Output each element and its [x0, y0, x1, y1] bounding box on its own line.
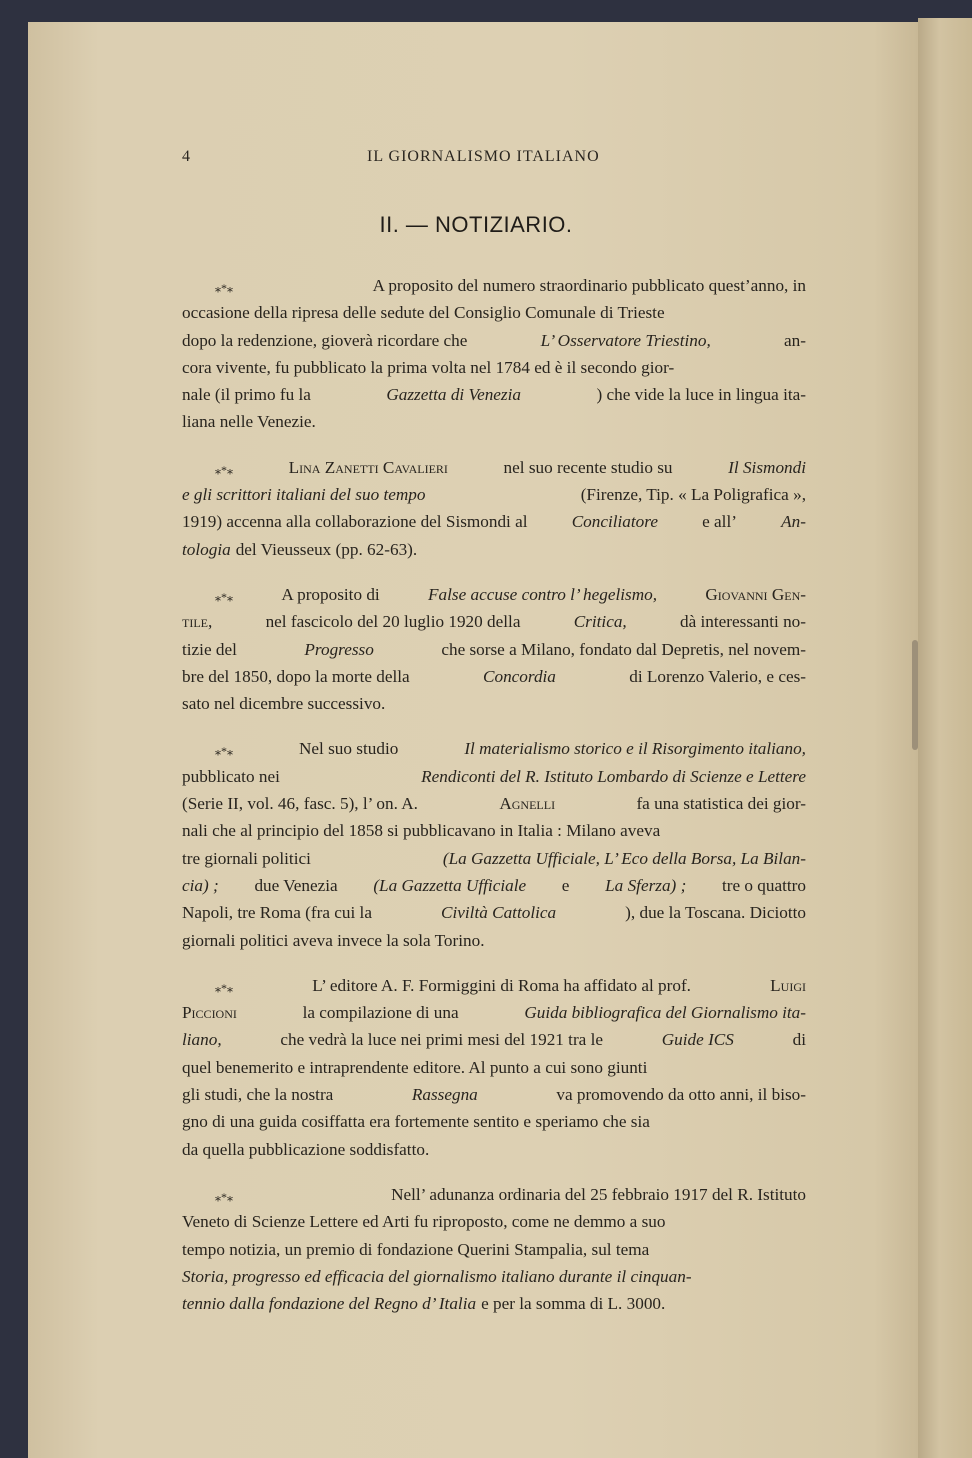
news-paragraph — [182, 454, 806, 563]
text-run: gno di una guida cosiffatta era fortemente sentito e speriamo che sia — [182, 1112, 650, 1132]
author-name: Giovanni Gen- — [705, 584, 806, 604]
text-run: ) che vide la luce in lingua ita- — [596, 385, 806, 405]
text-line — [182, 790, 806, 817]
asterism-mark: ⁎*⁎ — [215, 744, 233, 759]
text-run: gli studi, che la nostra — [182, 1085, 334, 1105]
text-run: che vedrà la luce nei primi mesi del 1921 tra le — [280, 1030, 604, 1050]
italic-title: La Sferza) ; — [605, 875, 687, 895]
text-run: Napoli, tre Roma (fra cui la — [182, 903, 372, 923]
text-run: da quella pubblicazione soddisfatto. — [182, 1139, 430, 1159]
text-run: nel suo recente studio su — [503, 457, 673, 477]
asterism-mark: ⁎*⁎ — [215, 980, 233, 995]
text-run: Nell’ adunanza ordinaria del 25 febbraio 1917 del R. Istituto — [391, 1184, 806, 1204]
text-run: nali che al principio del 1858 si pubblicavano in Italia : Milano aveva — [182, 821, 661, 841]
text-line — [182, 1026, 806, 1053]
italic-title: Rassegna — [411, 1085, 478, 1105]
news-paragraph — [182, 1181, 806, 1317]
text-line — [182, 1181, 806, 1208]
text-run: (Firenze, Tip. « La Poligrafica », — [580, 485, 806, 505]
text-line — [182, 299, 806, 326]
italic-title: Il Sismondi — [728, 457, 806, 477]
text-line — [182, 1108, 806, 1135]
italic-title: Guide ICS — [661, 1030, 734, 1050]
text-line — [182, 1290, 806, 1317]
news-paragraph — [182, 735, 806, 953]
text-run: di Lorenzo Valerio, e ces- — [629, 666, 806, 686]
text-line — [182, 899, 806, 926]
author-name: Lina Zanetti Cavalieri — [288, 457, 448, 477]
text-run: e per la somma di L. 3000. — [481, 1294, 666, 1314]
text-run: va promovendo da otto anni, il biso- — [556, 1085, 806, 1105]
text-run: giornali politici aveva invece la sola Torino. — [182, 930, 485, 950]
italic-title: L’ Osservatore Triestino, — [540, 330, 711, 350]
section-title-wrap — [0, 212, 972, 238]
italic-title: Civiltà Cattolica — [441, 903, 557, 923]
text-run: dopo la redenzione, gioverà ricordare che — [182, 330, 468, 350]
text-line — [182, 1054, 806, 1081]
author-name: tile, — [182, 612, 213, 632]
asterism-mark: ⁎*⁎ — [215, 1189, 233, 1204]
text-run: la compilazione di una — [302, 1003, 459, 1023]
italic-title: (La Gazzetta Ufficiale — [373, 875, 527, 895]
text-run: nel fascicolo del 20 luglio 1920 della — [265, 612, 521, 632]
text-run: fa una statistica dei gior- — [636, 794, 806, 814]
text-line — [182, 663, 806, 690]
text-run: A proposito del numero straordinario pubblicato quest’anno, in — [372, 276, 806, 295]
text-run: e — [561, 875, 570, 895]
text-line — [182, 381, 806, 408]
italic-title: liano, — [182, 1030, 222, 1050]
text-line — [182, 608, 806, 635]
text-line — [182, 1136, 806, 1163]
text-run: (Serie II, vol. 46, fasc. 5), l’ on. A. — [182, 794, 418, 814]
italic-title: Concordia — [483, 666, 556, 686]
section-title: II. — NOTIZIARIO. — [379, 212, 573, 237]
text-run: Nel suo studio — [299, 739, 399, 759]
news-paragraph — [182, 272, 806, 436]
text-run: cora vivente, fu pubblicato la prima volta nel 1784 ed è il secondo gior- — [182, 357, 675, 377]
text-run: tizie del — [182, 639, 237, 659]
text-run: quel benemerito e intraprendente editore. Al punto a cui sono giunti — [182, 1057, 648, 1077]
text-run: nale (il primo fu la — [182, 385, 311, 405]
text-run: L’ editore A. F. Formiggini di Roma ha affidato al prof. — [312, 975, 691, 995]
text-line — [182, 817, 806, 844]
text-line — [182, 327, 806, 354]
italic-title: tologia — [182, 539, 231, 559]
italic-title: Progresso — [304, 639, 374, 659]
text-line — [182, 872, 806, 899]
italic-title: Il materialismo storico e il Risorgimento italiano, — [464, 739, 806, 759]
text-run: che sorse a Milano, fondato dal Depretis, nel novem- — [441, 639, 806, 659]
asterism-mark: ⁎*⁎ — [215, 281, 233, 295]
text-run: dà interessanti no- — [679, 612, 806, 632]
text-line — [182, 354, 806, 381]
text-run: ), due la Toscana. Diciotto — [625, 903, 806, 923]
text-line — [182, 999, 806, 1026]
news-paragraph — [182, 972, 806, 1163]
text-line — [182, 272, 806, 299]
text-run: Veneto di Scienze Lettere ed Arti fu riproposto, come ne demmo a suo — [182, 1212, 666, 1232]
italic-title: An- — [781, 512, 806, 532]
asterism-mark: ⁎*⁎ — [215, 462, 233, 477]
asterism-mark: ⁎*⁎ — [215, 589, 233, 604]
text-line — [182, 536, 806, 563]
text-run: liana nelle Venezie. — [182, 412, 316, 432]
text-run: bre del 1850, dopo la morte della — [182, 666, 410, 686]
italic-title: Guida bibliografica del Giornalismo ita- — [524, 1003, 806, 1023]
running-title: IL GIORNALISMO ITALIANO — [367, 148, 600, 165]
text-run: sato nel dicembre successivo. — [182, 694, 386, 714]
italic-title: Critica, — [573, 612, 627, 632]
text-run: occasione della ripresa delle sedute del Consiglio Comunale di Trieste — [182, 303, 665, 323]
news-paragraph — [182, 581, 806, 717]
text-run: e all’ — [702, 512, 737, 532]
italic-title: Storia, progresso ed efficacia del giornalismo italiano durante il cinquan- — [182, 1266, 692, 1286]
text-line — [182, 636, 806, 663]
author-name: Luigi — [770, 975, 806, 995]
italic-title: False accuse contro l’ hegelismo, — [428, 584, 657, 604]
text-run: due Venezia — [254, 875, 338, 895]
text-line — [182, 1081, 806, 1108]
italic-title: (La Gazzetta Ufficiale, L’ Eco della Borsa, La Bilan- — [442, 848, 806, 868]
article-body — [182, 272, 806, 1335]
text-line — [182, 972, 806, 999]
text-line — [182, 1236, 806, 1263]
text-run: an- — [784, 330, 806, 350]
text-line — [182, 454, 806, 481]
text-line — [182, 481, 806, 508]
text-run: tre o quattro — [721, 875, 806, 895]
author-name: Piccioni — [182, 1003, 237, 1023]
text-run: di — [792, 1030, 806, 1050]
text-run: del Vieusseux (pp. 62-63). — [235, 539, 418, 559]
text-run: pubblicato nei — [182, 766, 280, 786]
text-run: tempo notizia, un premio di fondazione Querini Stampalia, sul tema — [182, 1239, 650, 1259]
text-line — [182, 1208, 806, 1235]
text-line — [182, 1263, 806, 1290]
italic-title: Rendiconti del R. Istituto Lombardo di Scienze e Lettere — [421, 766, 806, 786]
italic-title: cia) ; — [182, 875, 219, 895]
text-line — [182, 508, 806, 535]
text-line — [182, 581, 806, 608]
text-run: A proposito di — [281, 584, 380, 604]
text-line — [182, 408, 806, 435]
italic-title: tennio dalla fondazione del Regno d’ Italia — [182, 1294, 477, 1314]
text-line — [182, 735, 806, 762]
text-run: tre giornali politici — [182, 848, 311, 868]
text-line — [182, 763, 806, 790]
text-line — [182, 690, 806, 717]
text-line — [182, 845, 806, 872]
text-run: 1919) accenna alla collaborazione del Sismondi al — [182, 512, 528, 532]
italic-title: e gli scrittori italiani del suo tempo — [182, 485, 426, 505]
page-number: 4 — [182, 148, 191, 165]
author-name: Agnelli — [499, 794, 556, 814]
page-binding-crease — [912, 640, 918, 750]
italic-title: Conciliatore — [571, 512, 658, 532]
italic-title: Gazzetta di Venezia — [386, 385, 521, 405]
text-line — [182, 927, 806, 954]
